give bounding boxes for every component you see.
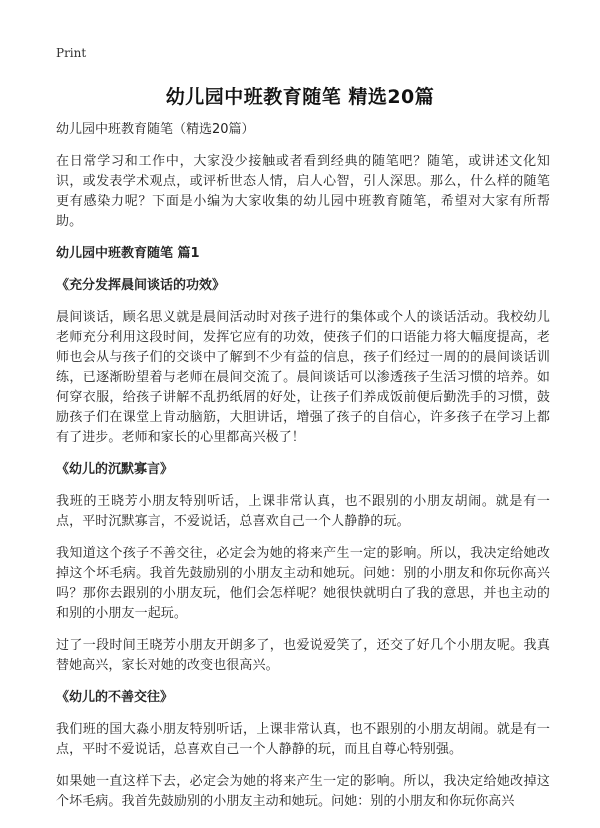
chapter-title: 幼儿园中班教育随笔 篇1 <box>56 246 200 261</box>
print-label: Print <box>56 46 87 60</box>
document-body <box>56 120 550 824</box>
section-paragraph: 我们班的国大淼小朋友特别听话，上课非常认真，也不跟别的小朋友胡闹。就是有一点，平时不爱说话，总喜欢自己一个人静静的玩，而且自尊心特别强。 <box>56 722 550 757</box>
intro-paragraph: 在日常学习和工作中，大家没少接触或者看到经典的随笔吧？随笔，或讲述文化知识，或发表学术观点，或评析世态人情，启人心智，引人深思。那么，什么样的随笔更有感染力呢？下面是小编为大家收集的幼儿园中班教育随笔，希望对大家有所帮助。 <box>56 154 550 229</box>
section-heading: 《充分发挥晨间谈话的功效》 <box>56 278 226 293</box>
section-heading: 《幼儿的沉默寡言》 <box>56 462 174 477</box>
section-paragraph: 过了一段时间王晓芳小朋友开朗多了，也爱说爱笑了，还交了好几个小朋友呢。我真替她高兴，家长对她的改变也很高兴。 <box>56 638 550 673</box>
section-paragraph: 我班的王晓芳小朋友特别听话，上课非常认真，也不跟别的小朋友胡闹。就是有一点，平时沉默寡言，不爱说话，总喜欢自己一个人静静的玩。 <box>56 494 550 529</box>
doc-subtitle: 幼儿园中班教育随笔（精选20篇） <box>56 122 255 137</box>
page-title: 幼儿园中班教育随笔 精选20篇 <box>165 86 435 108</box>
section-paragraph: 晨间谈话，顾名思义就是晨间活动时对孩子进行的集体或个人的谈话活动。我校幼儿老师充分利用这段时间，发挥它应有的功效，使孩子们的口语能力将大幅度提高，老师也会从与孩子们的交谈中了解到不少有益的信息，孩子们经过一周的的晨间谈话训练，已逐渐盼望着与老师在晨间交流了。晨间谈话可以渗透孩子生活习惯的培养。如何穿衣服，给孩子讲解不乱扔纸屑的好处，让孩子们养成饭前便后勤洗手的习惯，鼓励孩子们在课堂上肯动脑筋，大胆讲话，增强了孩子的自信心，许多孩子在学习上都有了进步。老师和家长的心里都高兴极了！ <box>56 310 550 445</box>
section-paragraph: 如果她一直这样下去，必定会为她的将来产生一定的影响。所以，我决定给她改掉这个坏毛病。我首先鼓励别的小朋友主动和她玩。问她：别的小朋友和你玩你高兴 <box>56 774 550 809</box>
section-paragraph: 我知道这个孩子不善交往，必定会为她的将来产生一定的影响。所以，我决定给她改掉这个坏毛病。我首先鼓励别的小朋友主动和她玩。问她：别的小朋友和你玩你高兴吗？那你去跟别的小朋友玩，他们会怎样呢？她很快就明白了我的意思，并也主动的和别的小朋友一起玩。 <box>56 546 550 621</box>
section-heading: 《幼儿的不善交往》 <box>56 690 174 705</box>
